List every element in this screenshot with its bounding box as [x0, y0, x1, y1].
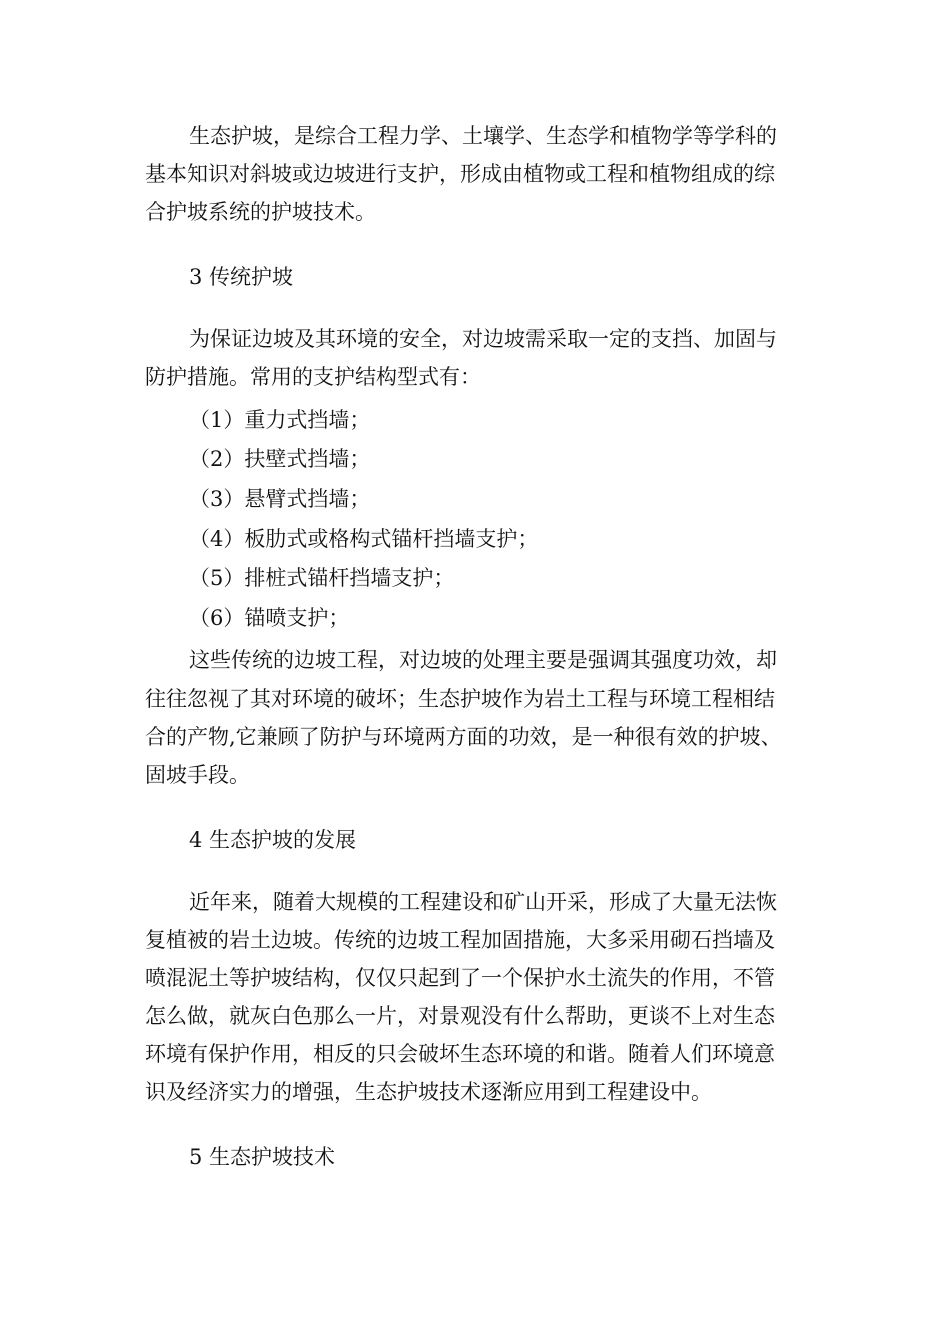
section-heading-3: 3 传统护坡	[189, 265, 294, 289]
paragraph-line: 复植被的岩土边坡。传统的边坡工程加固措施，大多采用砌石挡墙及	[145, 928, 775, 952]
paragraph-line: 为保证边坡及其环境的安全，对边坡需采取一定的支挡、加固与	[189, 327, 777, 351]
paragraph-line: 近年来，随着大规模的工程建设和矿山开采，形成了大量无法恢	[189, 890, 777, 914]
paragraph-line: 识及经济实力的增强，生态护坡技术逐渐应用到工程建设中。	[145, 1080, 712, 1104]
paragraph-line: 合护坡系统的护坡技术。	[145, 200, 376, 224]
paragraph-line: 防护措施。常用的支护结构型式有：	[145, 365, 481, 389]
paragraph-line: 环境有保护作用，相反的只会破坏生态环境的和谐。随着人们环境意	[145, 1042, 775, 1066]
list-item: （4）板肋式或格构式锚杆挡墙支护；	[189, 527, 539, 551]
section-heading-4: 4 生态护坡的发展	[189, 828, 357, 852]
list-item: （5）排桩式锚杆挡墙支护；	[189, 566, 455, 590]
list-item: （3）悬臂式挡墙；	[189, 487, 371, 511]
paragraph-line: 固坡手段。	[145, 763, 250, 787]
paragraph-line: 喷混泥土等护坡结构，仅仅只起到了一个保护水土流失的作用，不管	[145, 966, 775, 990]
paragraph-line: 这些传统的边坡工程，对边坡的处理主要是强调其强度功效，却	[189, 648, 777, 672]
list-item: （6）锚喷支护；	[189, 606, 350, 630]
paragraph-line: 往往忽视了其对环境的破坏；生态护坡作为岩土工程与环境工程相结	[145, 687, 775, 711]
paragraph-line: 生态护坡，是综合工程力学、土壤学、生态学和植物学等学科的	[189, 124, 777, 148]
list-item: （1）重力式挡墙；	[189, 408, 371, 432]
paragraph-line: 合的产物,它兼顾了防护与环境两方面的功效，是一种很有效的护坡、	[145, 725, 782, 749]
list-item: （2）扶壁式挡墙；	[189, 447, 371, 471]
section-heading-5: 5 生态护坡技术	[189, 1145, 336, 1169]
paragraph-line: 基本知识对斜坡或边坡进行支护，形成由植物或工程和植物组成的综	[145, 162, 775, 186]
paragraph-line: 怎么做，就灰白色那么一片，对景观没有什么帮助，更谈不上对生态	[145, 1004, 775, 1028]
